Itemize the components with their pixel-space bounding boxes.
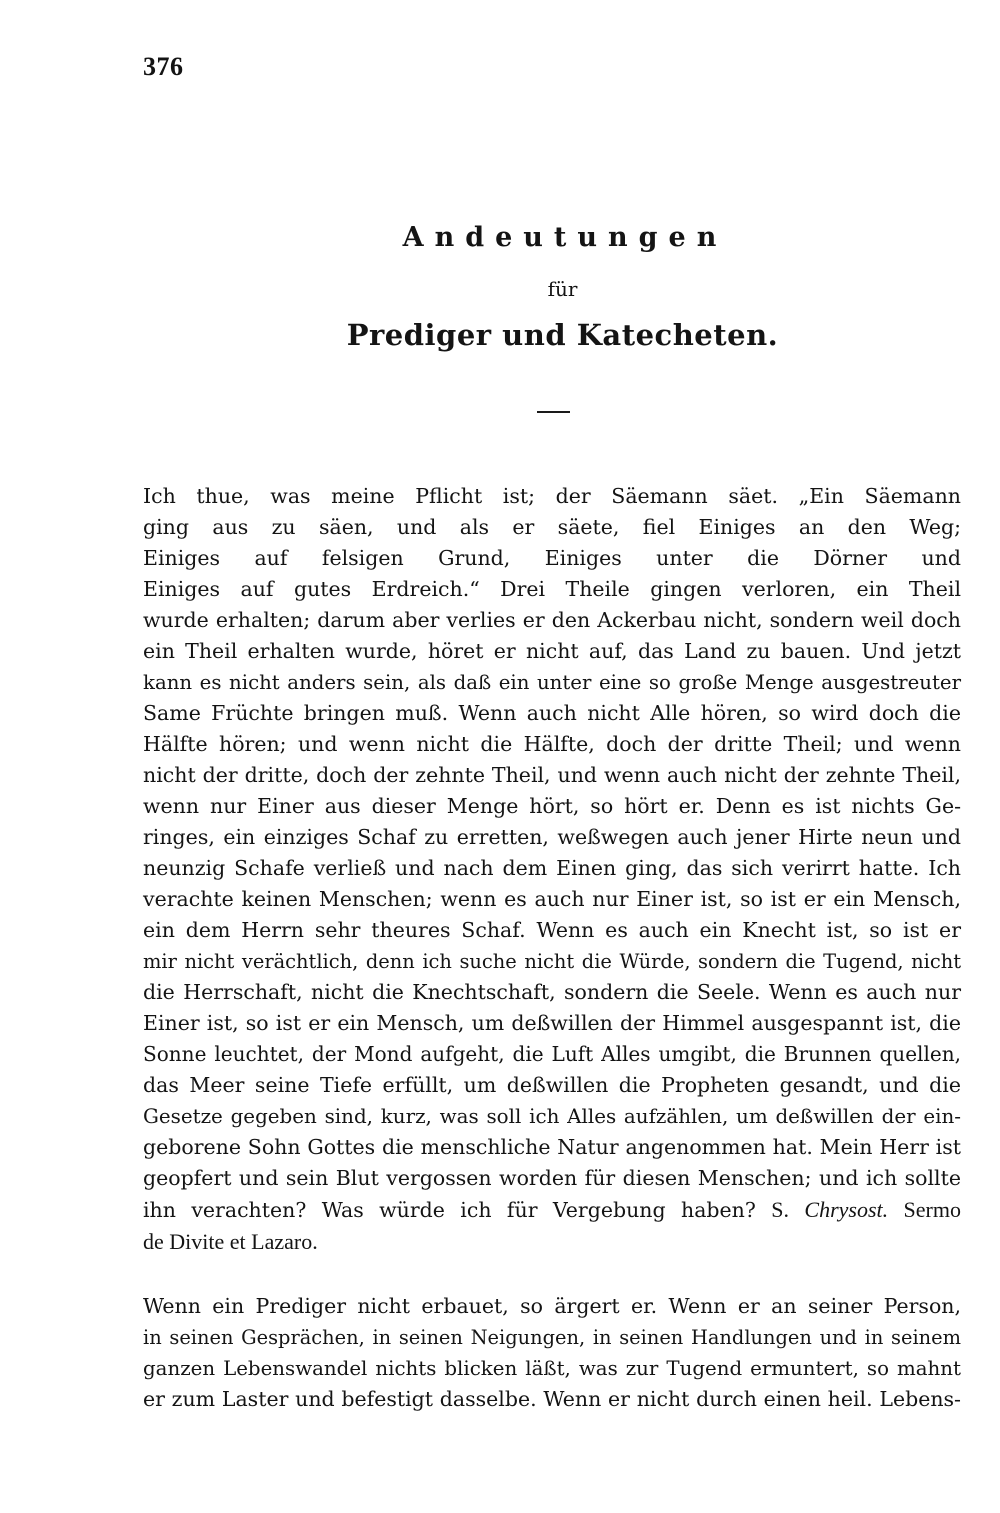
text-line: ging aus zu säen, und als er säete, fiel Einiges an den Weg; <box>143 515 961 539</box>
section-divider <box>537 411 570 413</box>
text-line: ein Theil erhalten wurde, höret er nicht auf, das Land zu bauen. Und jetzt <box>143 639 961 663</box>
text-line: er zum Laster und befestigt dasselbe. Wenn er nicht durch einen heil. Lebens- <box>143 1387 961 1411</box>
text-line-with-citation <box>143 1194 961 1226</box>
citation-work-continued: de Divite et Lazaro. <box>143 1229 318 1254</box>
text-line: geopfert und sein Blut vergossen worden für diesen Menschen; und ich sollte <box>143 1166 961 1190</box>
text-line: Einiges auf felsigen Grund, Einiges unter die Dörner und <box>143 546 961 570</box>
text-line: mir nicht verächtlich, denn ich suche nicht die Würde, sondern die Tugend, nicht <box>143 950 961 973</box>
text-line: ein dem Herrn sehr theures Schaf. Wenn es auch ein Knecht ist, so ist er <box>143 918 961 942</box>
text-line: nicht der dritte, doch der zehnte Theil, und wenn auch nicht der zehnte Theil, <box>143 763 961 787</box>
citation-work: Sermo <box>903 1197 961 1222</box>
text-line: Einer ist, so ist er ein Mensch, um deßwillen der Himmel ausgespannt ist, die <box>143 1011 961 1035</box>
text-line: Gesetze gegeben sind, kurz, was soll ich Alles aufzählen, um deßwillen der ein- <box>143 1105 961 1128</box>
text-line: Hälfte hören; und wenn nicht die Hälfte, doch der dritte Theil; und wenn <box>143 732 961 756</box>
text-line: wenn nur Einer aus dieser Menge hört, so hört er. Denn es ist nichts Ge- <box>143 794 961 818</box>
text-line: kann es nicht anders sein, als daß ein unter eine so große Menge ausgestreuter <box>143 671 961 694</box>
paragraph-1 <box>143 481 961 1257</box>
text-line: neunzig Schafe verließ und nach dem Einen ging, das sich verirrt hatte. Ich <box>143 856 961 880</box>
text-line: Wenn ein Prediger nicht erbauet, so ärgert er. Wenn er an seiner Person, <box>143 1294 961 1318</box>
text-line: Same Früchte bringen muß. Wenn auch nicht Alle hören, so wird doch die <box>143 701 961 725</box>
text-line: Einiges auf gutes Erdreich.“ Drei Theile gingen verloren, ein Theil <box>143 577 961 601</box>
text-line: Ich thue, was meine Pflicht ist; der Säemann säet. „Ein Säemann <box>143 484 961 508</box>
citation-author: Chrysost. <box>804 1197 889 1222</box>
page-title: Andeutungen <box>402 222 728 253</box>
text-line: geborene Sohn Gottes die menschliche Natur angenommen hat. Mein Herr ist <box>143 1135 961 1159</box>
text-line: das Meer seine Tiefe erfüllt, um deßwillen die Propheten gesandt, und die <box>143 1073 961 1097</box>
text-line: Sonne leuchtet, der Mond aufgeht, die Luft Alles umgibt, die Brunnen quellen, <box>143 1042 961 1066</box>
paragraph-2 <box>143 1291 961 1415</box>
text-line: verachte keinen Menschen; wenn es auch nur Einer ist, so ist er ein Mensch, <box>143 887 961 911</box>
page-number: 376 <box>143 52 184 81</box>
text-line: ringes, ein einziges Schaf zu erretten, weßwegen auch jener Hirte neun und <box>143 825 961 849</box>
page-subtitle-prefix: für <box>547 277 578 301</box>
page-subtitle: Prediger und Katecheten. <box>346 318 779 352</box>
text-line: ganzen Lebenswandel nichts blicken läßt, was zur Tugend ermuntert, so mahnt <box>143 1357 961 1380</box>
text-fragment: ihn verachten? Was würde ich für Vergebung haben? <box>143 1198 756 1222</box>
text-line: wurde erhalten; darum aber verlies er den Ackerbau nicht, sondern weil doch <box>143 608 961 632</box>
text-line: in seinen Gesprächen, in seinen Neigungen, in seinen Handlungen und in seinem <box>143 1326 961 1349</box>
citation-prefix: S. <box>771 1197 790 1222</box>
text-line: die Herrschaft, nicht die Knechtschaft, sondern die Seele. Wenn es auch nur <box>143 980 961 1004</box>
